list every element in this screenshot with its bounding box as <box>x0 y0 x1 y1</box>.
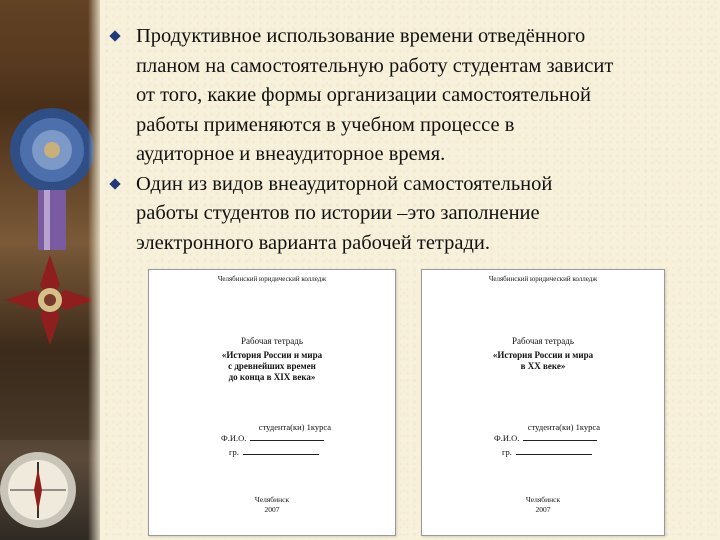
college-name: Челябинский юридический колледж <box>217 275 327 283</box>
workbook-title-block <box>149 336 395 383</box>
bullet-text: Продуктивное использование времени отведённого планом на самостоятельную работу студентам зависит от того, какие формы организации самостоятельной работы применяются в учебном процессе в аудиторное и внеаудиторное время. <box>136 25 614 165</box>
workbook-title: Рабочая тетрадь <box>512 336 574 346</box>
workbook-cover-1 <box>148 269 396 536</box>
diamond-bullet-icon <box>109 30 120 41</box>
group-line: гр. <box>229 447 319 457</box>
workbook-title: Рабочая тетрадь <box>241 336 303 346</box>
student-line: студента(ки) 1курса <box>527 422 600 432</box>
workbook-subtitle: «История России и мира в XX веке» <box>492 350 594 371</box>
medals-compass-image <box>0 0 100 540</box>
cross-medal <box>5 255 95 345</box>
fio-blank <box>250 433 324 441</box>
college-name: Челябинский юридический колледж <box>488 275 598 283</box>
ribbon <box>38 190 66 250</box>
workbook-title-block <box>422 336 664 372</box>
decorative-photo-strip <box>0 0 100 540</box>
bullet-item <box>108 22 708 170</box>
workbook-cover-2 <box>421 269 665 536</box>
diamond-bullet-icon <box>109 178 120 189</box>
photo-fade <box>88 0 104 540</box>
city-year: Челябинск 2007 <box>254 495 290 514</box>
fio-line: Ф.И.О. <box>494 433 597 443</box>
city-year: Челябинск 2007 <box>525 495 561 514</box>
bullet-list <box>108 22 708 258</box>
fio-blank <box>523 433 597 441</box>
group-blank <box>516 447 592 455</box>
group-line: гр. <box>502 447 592 457</box>
fio-line: Ф.И.О. <box>221 433 324 443</box>
workbook-subtitle: «История России и мира с древнейших времен до конца в XIX века» <box>221 350 323 382</box>
group-blank <box>243 447 319 455</box>
bullet-item <box>108 170 708 259</box>
student-line: студента(ки) 1курса <box>258 422 331 432</box>
bullet-text: Один из видов внеаудиторной самостоятельной работы студентов по истории –это заполнение электронного варианта рабочей тетради. <box>136 172 553 254</box>
